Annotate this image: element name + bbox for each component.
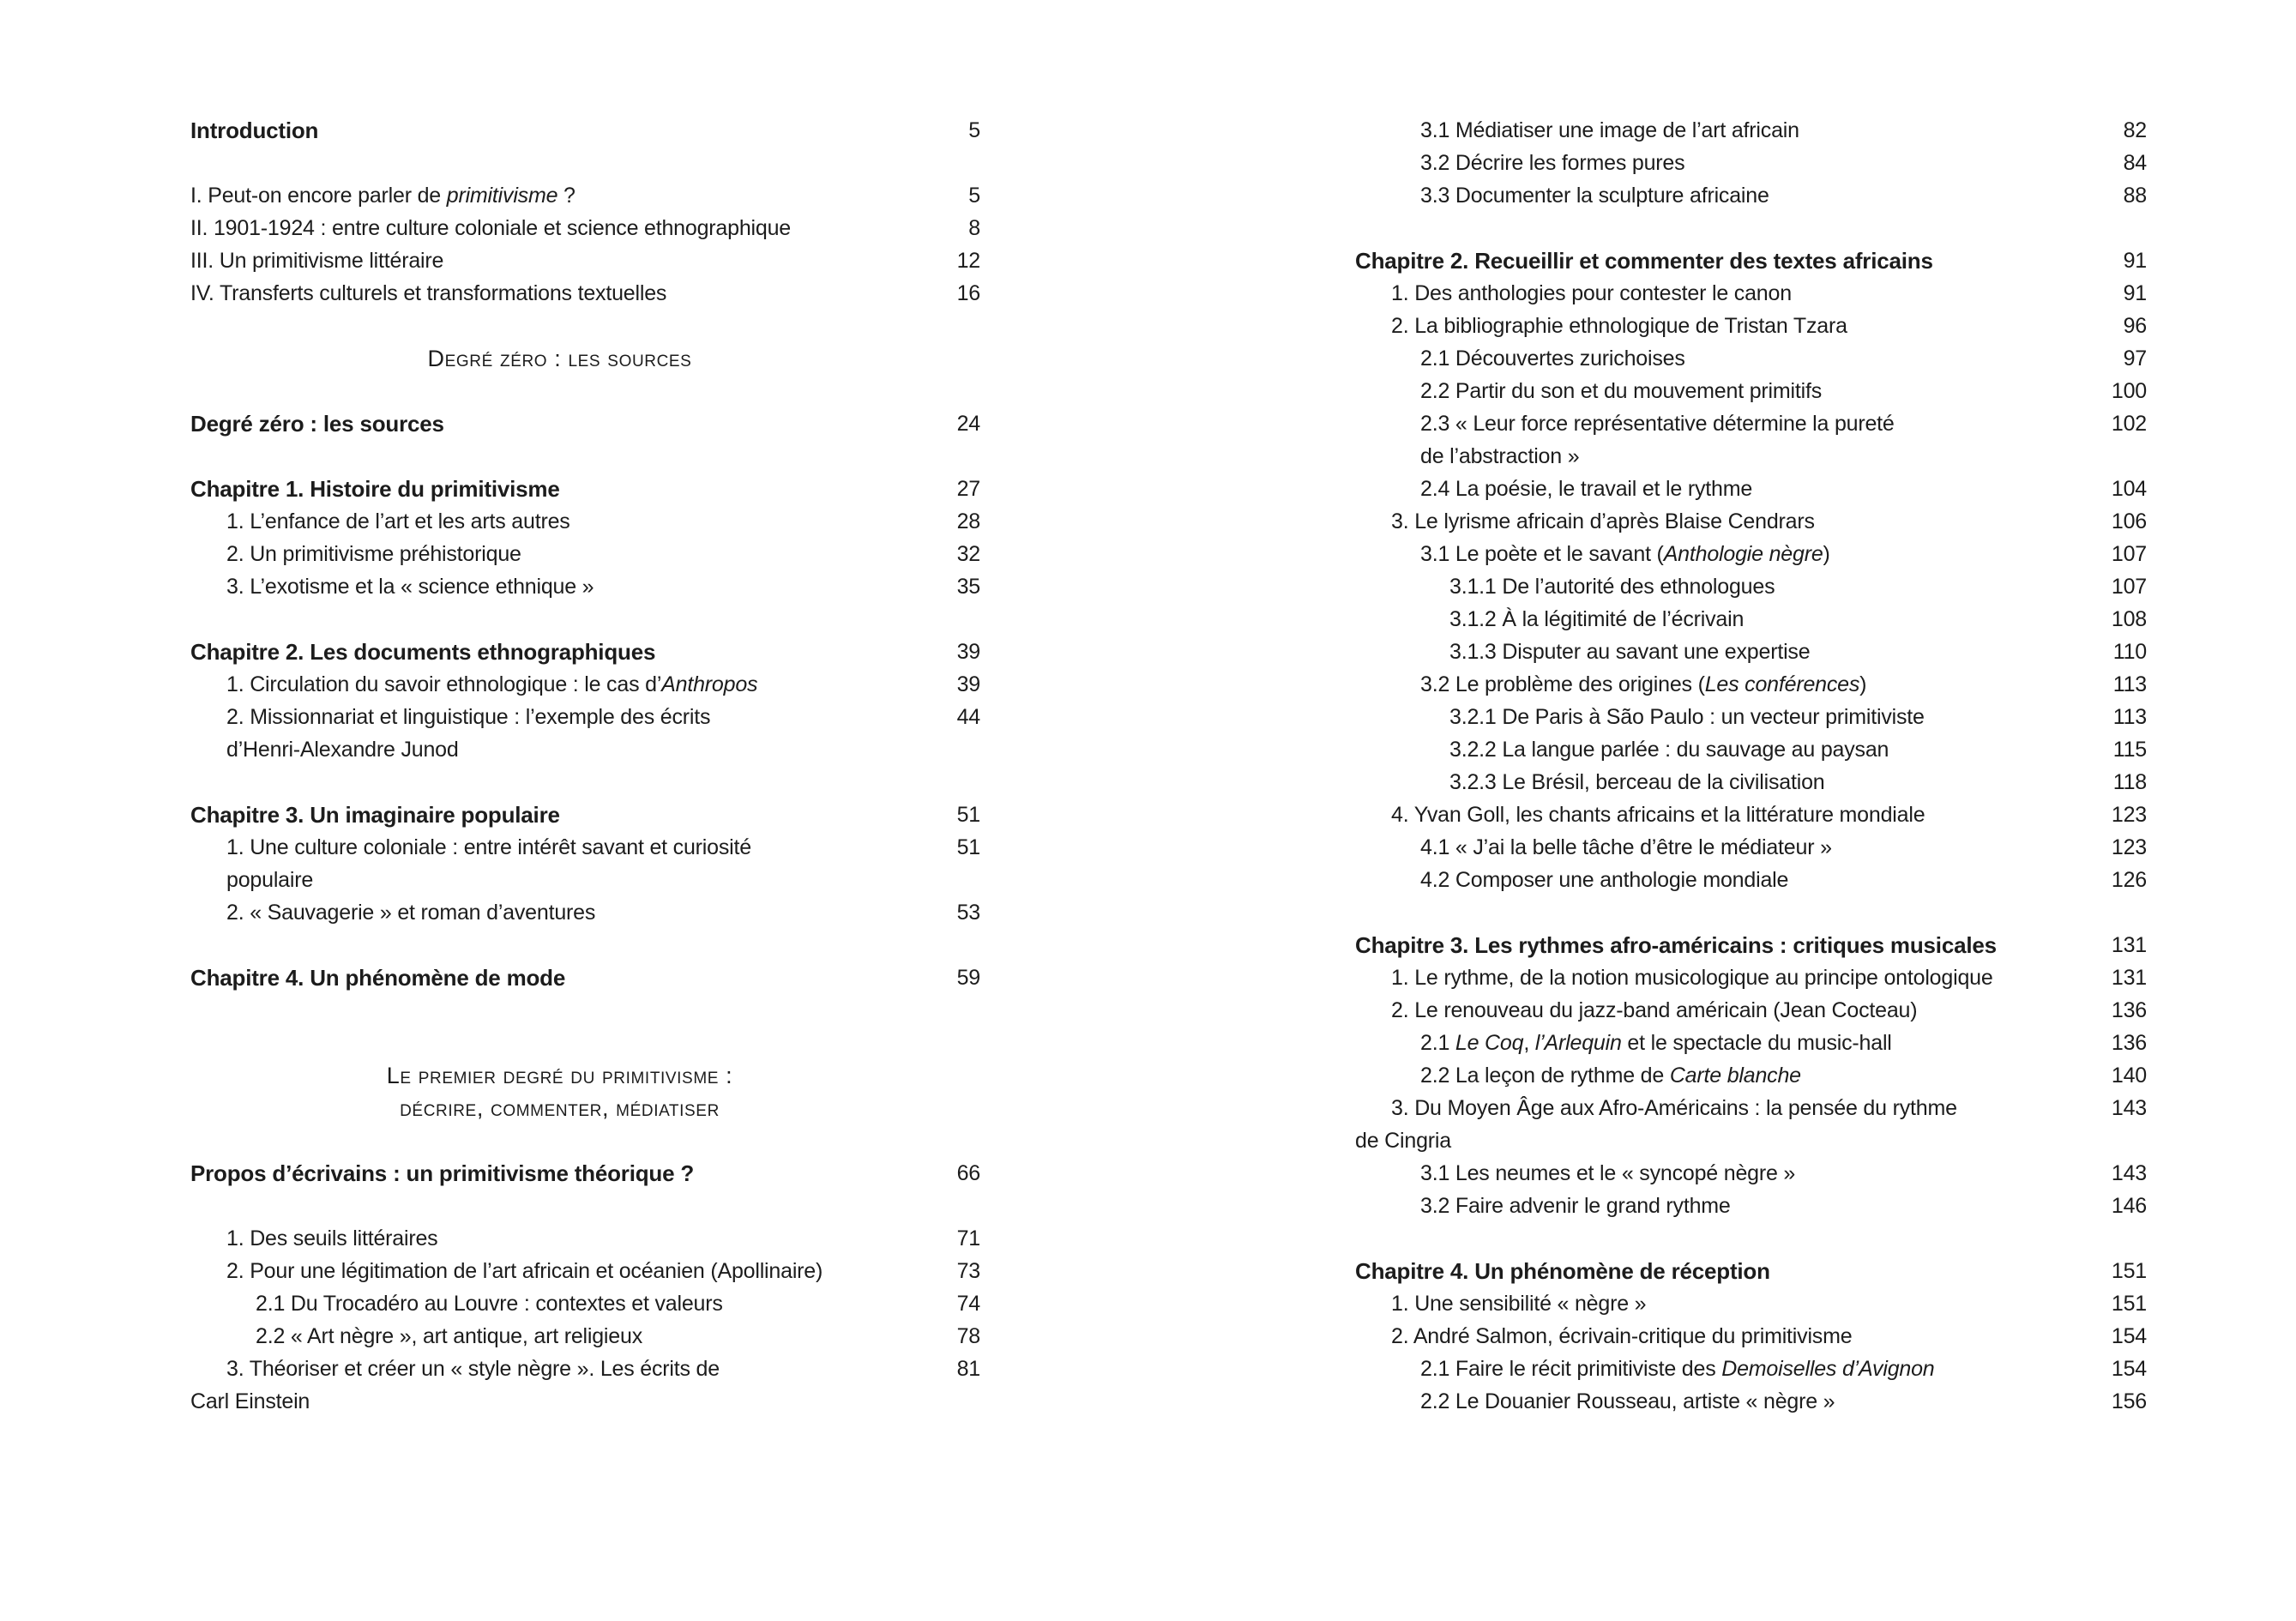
- entry-line: 2. Un primitivisme préhistorique: [226, 542, 521, 566]
- entry-text: [1355, 1287, 2095, 1320]
- entry-line: 2.1 Le Coq, l’Arlequin et le spectacle du music-hall: [1420, 1031, 1892, 1055]
- entry-text: [1355, 994, 2095, 1027]
- entry-line: 2. « Sauvagerie » et roman d’aventures: [226, 901, 596, 925]
- entry-page-number: 35: [956, 575, 980, 599]
- toc-title-entry: [190, 636, 980, 668]
- entry-line: 3.1.1 De l’autorité des ethnologues: [1449, 575, 1775, 599]
- toc-entry: [1355, 668, 2147, 701]
- entry-text: [1355, 1027, 2095, 1059]
- entry-line: 3.2 Décrire les formes pures: [1420, 151, 1685, 175]
- toc-entry: [1355, 342, 2147, 375]
- toc-entry: [190, 701, 980, 766]
- entry-line: 3. Théoriser et créer un « style nègre ». Les écrits de: [226, 1357, 720, 1381]
- entry-page-number: 39: [956, 672, 980, 696]
- toc-entry: [1355, 147, 2147, 179]
- entry-line: 1. Une sensibilité « nègre »: [1391, 1292, 1647, 1316]
- toc-entry: [190, 277, 980, 310]
- toc-left-column: [190, 114, 980, 1418]
- entry-line: II. 1901-1924 : entre culture coloniale et science ethnographique: [190, 216, 791, 240]
- entry-page-number: 51: [956, 835, 980, 859]
- toc-entry: [1355, 1385, 2147, 1418]
- entry-line: 2. La bibliographie ethnologique de Tristan Tzara: [1391, 314, 1847, 338]
- toc-entry: [190, 668, 980, 701]
- entry-page-number: 16: [956, 281, 980, 305]
- entry-page-number: 131: [2111, 933, 2147, 957]
- entry-text: [1355, 473, 2095, 505]
- entry-page-number: 136: [2111, 998, 2147, 1022]
- toc-entry: [1355, 603, 2147, 636]
- entry-text: [190, 538, 929, 570]
- entry-line: 3.1.3 Disputer au savant une expertise: [1449, 640, 1811, 664]
- entry-text: [190, 1255, 929, 1287]
- entry-line: Chapitre 3. Un imaginaire populaire: [190, 802, 560, 828]
- entry-text: [1355, 1255, 2095, 1287]
- entry-line: 2. Le renouveau du jazz-band américain (Jean Cocteau): [1391, 998, 1918, 1022]
- toc-title-entry: [190, 473, 980, 505]
- toc-entry: [1355, 538, 2147, 570]
- entry-page-number: 100: [2111, 379, 2147, 403]
- entry-page-number: 5: [968, 118, 980, 142]
- entry-text: [1355, 114, 2095, 147]
- entry-line: Introduction: [190, 118, 319, 143]
- entry-line: 3. Du Moyen Âge aux Afro-Américains : la pensée du rythme: [1391, 1096, 1957, 1120]
- entry-text: [190, 407, 929, 440]
- entry-text: [190, 1059, 929, 1124]
- entry-page-number: 104: [2111, 477, 2147, 501]
- entry-line: 2.2 « Art nègre », art antique, art religieux: [256, 1324, 642, 1348]
- toc-title-entry: [190, 1157, 980, 1190]
- toc-entry: [190, 896, 980, 929]
- entry-line: 4.1 « J’ai la belle tâche d’être le médiateur »: [1420, 835, 1832, 859]
- toc-entry: [1355, 1157, 2147, 1190]
- entry-page-number: 131: [2111, 966, 2147, 990]
- entry-line: 2.1 Du Trocadéro au Louvre : contextes et valeurs: [256, 1292, 723, 1316]
- entry-line: de Cingria: [1355, 1129, 1451, 1153]
- entry-line: Chapitre 2. Recueillir et commenter des textes africains: [1355, 248, 1933, 274]
- entry-line: Chapitre 4. Un phénomène de réception: [1355, 1258, 1770, 1284]
- entry-line: 2.2 Le Douanier Rousseau, artiste « nègre »: [1420, 1389, 1835, 1413]
- entry-line: populaire: [226, 868, 314, 892]
- entry-page-number: 82: [2123, 118, 2147, 142]
- toc-entry: [1355, 864, 2147, 896]
- entry-text: [1355, 505, 2095, 538]
- entry-page-number: 140: [2111, 1064, 2147, 1088]
- entry-page-number: 151: [2111, 1292, 2147, 1316]
- entry-page-number: 110: [2112, 640, 2147, 664]
- entry-line: 4. Yvan Goll, les chants africains et la littérature mondiale: [1391, 803, 1925, 827]
- entry-page-number: 32: [956, 542, 980, 566]
- entry-text: [190, 244, 929, 277]
- entry-text: [190, 114, 929, 147]
- entry-page-number: 73: [956, 1259, 980, 1283]
- toc-entry: [1355, 1320, 2147, 1353]
- entry-line: 3. L’exotisme et la « science ethnique »: [226, 575, 594, 599]
- entry-text: [1355, 701, 2095, 733]
- entry-page-number: 136: [2111, 1031, 2147, 1055]
- entry-text: [1355, 668, 2095, 701]
- entry-text: [1355, 766, 2095, 798]
- entry-page-number: 123: [2111, 835, 2147, 859]
- toc-entry: [1355, 310, 2147, 342]
- toc-title-entry: [1355, 929, 2147, 961]
- entry-page-number: 27: [956, 477, 980, 501]
- entry-page-number: 154: [2111, 1324, 2147, 1348]
- toc-entry: [1355, 636, 2147, 668]
- entry-text: [190, 636, 929, 668]
- entry-page-number: 126: [2111, 868, 2147, 892]
- entry-text: [1355, 1059, 2095, 1092]
- entry-page-number: 51: [956, 803, 980, 827]
- entry-line: de l’abstraction »: [1420, 444, 1580, 468]
- toc-entry: [190, 212, 980, 244]
- entry-line: 2. Missionnariat et linguistique : l’exemple des écrits: [226, 705, 711, 729]
- entry-text: [190, 179, 929, 212]
- entry-page-number: 91: [2123, 281, 2147, 305]
- entry-page-number: 74: [956, 1292, 980, 1316]
- entry-page-number: 66: [956, 1161, 980, 1185]
- entry-text: [190, 701, 929, 766]
- entry-page-number: 97: [2123, 346, 2147, 371]
- entry-page-number: 91: [2123, 249, 2147, 273]
- entry-line: Chapitre 1. Histoire du primitivisme: [190, 476, 560, 502]
- entry-page-number: 28: [956, 509, 980, 533]
- entry-page-number: 123: [2111, 803, 2147, 827]
- entry-page-number: 53: [956, 901, 980, 925]
- toc-title-entry: [190, 407, 980, 440]
- entry-text: [190, 1157, 929, 1190]
- entry-line: décrire, commenter, médiatiser: [400, 1095, 720, 1121]
- entry-line: Chapitre 4. Un phénomène de mode: [190, 965, 566, 991]
- entry-page-number: 102: [2111, 412, 2147, 436]
- entry-text: [1355, 277, 2095, 310]
- toc-entry: [1355, 1092, 2147, 1157]
- entry-line: 1. Circulation du savoir ethnologique : le cas d’Anthropos: [226, 672, 758, 696]
- entry-text: [190, 668, 929, 701]
- entry-text: [190, 896, 929, 929]
- toc-entry: [1355, 407, 2147, 473]
- entry-text: [1355, 1092, 2095, 1157]
- toc-title-entry: [190, 798, 980, 831]
- entry-line: Chapitre 3. Les rythmes afro-américains : critiques musicales: [1355, 932, 1997, 958]
- toc-entry: [1355, 831, 2147, 864]
- toc-title-entry: [1355, 244, 2147, 277]
- entry-text: [1355, 1190, 2095, 1222]
- entry-line: Degré zéro : les sources: [190, 411, 444, 437]
- entry-page-number: 113: [2112, 672, 2147, 696]
- entry-text: [1355, 1320, 2095, 1353]
- toc-entry: [1355, 1190, 2147, 1222]
- entry-page-number: 71: [956, 1226, 980, 1250]
- entry-page-number: 107: [2111, 542, 2147, 566]
- entry-page-number: 88: [2123, 184, 2147, 208]
- toc-entry: [190, 179, 980, 212]
- toc-entry: [1355, 1287, 2147, 1320]
- toc-entry: [1355, 1353, 2147, 1385]
- entry-page-number: 151: [2111, 1259, 2147, 1283]
- entry-line: 3.2.2 La langue parlée : du sauvage au paysan: [1449, 738, 1889, 762]
- entry-line: 2.3 « Leur force représentative détermine la pureté: [1420, 412, 1895, 436]
- entry-text: [190, 473, 929, 505]
- entry-line: 2. André Salmon, écrivain-critique du primitivisme: [1391, 1324, 1853, 1348]
- entry-page-number: 107: [2111, 575, 2147, 599]
- toc-title-entry: [190, 114, 980, 147]
- entry-text: [190, 831, 929, 896]
- entry-line: Le premier degré du primitivisme :: [386, 1063, 733, 1088]
- entry-line: 1. L’enfance de l’art et les arts autres: [226, 509, 570, 533]
- entry-page-number: 115: [2112, 738, 2147, 762]
- entry-line: 3.1 Le poète et le savant (Anthologie nègre): [1420, 542, 1830, 566]
- entry-line: Degré zéro : les sources: [427, 346, 692, 371]
- entry-page-number: 143: [2111, 1161, 2147, 1185]
- entry-page-number: 8: [968, 216, 980, 240]
- entry-text: [190, 1222, 929, 1255]
- toc-entry: [1355, 179, 2147, 212]
- entry-text: [1355, 798, 2095, 831]
- entry-text: [1355, 375, 2095, 407]
- entry-page-number: 78: [956, 1324, 980, 1348]
- entry-page-number: 146: [2111, 1194, 2147, 1218]
- toc-entry: [190, 244, 980, 277]
- toc-entry: [190, 1287, 980, 1320]
- entry-text: [1355, 342, 2095, 375]
- entry-line: 2. Pour une légitimation de l’art africain et océanien (Apollinaire): [226, 1259, 823, 1283]
- entry-line: III. Un primitivisme littéraire: [190, 249, 444, 273]
- entry-page-number: 59: [956, 966, 980, 990]
- entry-line: 2.2 La leçon de rythme de Carte blanche: [1420, 1064, 1801, 1088]
- entry-text: [1355, 636, 2095, 668]
- entry-line: 4.2 Composer une anthologie mondiale: [1420, 868, 1789, 892]
- entry-page-number: 106: [2111, 509, 2147, 533]
- toc-entry: [1355, 733, 2147, 766]
- toc-right-column: [1355, 114, 2147, 1418]
- entry-text: [1355, 179, 2095, 212]
- toc-title-entry: [1355, 1255, 2147, 1287]
- entry-page-number: 154: [2111, 1357, 2147, 1381]
- entry-text: [1355, 570, 2095, 603]
- entry-line: Chapitre 2. Les documents ethnographiques: [190, 639, 656, 665]
- toc-entry: [1355, 114, 2147, 147]
- toc-entry: [1355, 701, 2147, 733]
- entry-line: 3.2 Le problème des origines (Les conférences): [1420, 672, 1867, 696]
- toc-entry: [1355, 798, 2147, 831]
- entry-text: [190, 798, 929, 831]
- entry-text: [1355, 147, 2095, 179]
- entry-text: [1355, 310, 2095, 342]
- entry-line: 2.1 Découvertes zurichoises: [1420, 346, 1685, 371]
- entry-page-number: 118: [2112, 770, 2147, 794]
- entry-text: [190, 1353, 929, 1418]
- entry-page-number: 12: [956, 249, 980, 273]
- entry-page-number: 24: [956, 412, 980, 436]
- entry-text: [1355, 831, 2095, 864]
- toc-entry: [1355, 277, 2147, 310]
- toc-entry: [190, 1222, 980, 1255]
- toc-entry: [1355, 375, 2147, 407]
- toc-entry: [190, 538, 980, 570]
- entry-text: [1355, 603, 2095, 636]
- entry-line: 3.1.2 À la légitimité de l’écrivain: [1449, 607, 1745, 631]
- entry-text: [1355, 1385, 2095, 1418]
- entry-line: 1. Des seuils littéraires: [226, 1226, 438, 1250]
- entry-page-number: 81: [956, 1357, 980, 1381]
- toc-entry: [190, 1255, 980, 1287]
- entry-text: [190, 342, 929, 375]
- entry-line: 3.2.1 De Paris à São Paulo : un vecteur primitiviste: [1449, 705, 1925, 729]
- entry-text: [1355, 244, 2095, 277]
- entry-line: 3.2.3 Le Brésil, berceau de la civilisation: [1449, 770, 1825, 794]
- toc-entry: [1355, 766, 2147, 798]
- toc-entry: [190, 1320, 980, 1353]
- entry-line: I. Peut-on encore parler de primitivisme ?: [190, 184, 576, 208]
- toc-entry: [1355, 473, 2147, 505]
- toc-entry: [190, 570, 980, 603]
- entry-line: IV. Transferts culturels et transformations textuelles: [190, 281, 667, 305]
- entry-line: 3.2 Faire advenir le grand rythme: [1420, 1194, 1731, 1218]
- entry-page-number: 96: [2123, 314, 2147, 338]
- entry-text: [190, 1287, 929, 1320]
- toc-entry: [1355, 1027, 2147, 1059]
- entry-text: [190, 1320, 929, 1353]
- entry-line: 1. Le rythme, de la notion musicologique au principe ontologique: [1391, 966, 1993, 990]
- entry-line: 3.1 Médiatiser une image de l’art africain: [1420, 118, 1799, 142]
- entry-line: 3.1 Les neumes et le « syncopé nègre »: [1420, 1161, 1796, 1185]
- entry-page-number: 44: [956, 705, 980, 729]
- entry-text: [1355, 864, 2095, 896]
- entry-line: d’Henri-Alexandre Junod: [226, 738, 459, 762]
- entry-text: [1355, 961, 2095, 994]
- entry-text: [1355, 1157, 2095, 1190]
- part-heading: [190, 342, 980, 375]
- entry-text: [1355, 733, 2095, 766]
- entry-text: [190, 570, 929, 603]
- entry-page-number: 156: [2111, 1389, 2147, 1413]
- toc-entry: [190, 1353, 980, 1418]
- entry-page-number: 39: [956, 640, 980, 664]
- entry-line: 1. Une culture coloniale : entre intérêt savant et curiosité: [226, 835, 751, 859]
- toc-entry: [1355, 961, 2147, 994]
- toc-entry: [1355, 994, 2147, 1027]
- entry-line: 2.4 La poésie, le travail et le rythme: [1420, 477, 1753, 501]
- toc-entry: [190, 505, 980, 538]
- entry-text: [190, 505, 929, 538]
- entry-line: 1. Des anthologies pour contester le canon: [1391, 281, 1792, 305]
- entry-line: 2.2 Partir du son et du mouvement primitifs: [1420, 379, 1822, 403]
- entry-text: [190, 212, 929, 244]
- entry-page-number: 113: [2112, 705, 2147, 729]
- entry-line: Carl Einstein: [190, 1389, 310, 1413]
- entry-text: [1355, 538, 2095, 570]
- toc-entry: [1355, 505, 2147, 538]
- part-heading: [190, 1059, 980, 1124]
- entry-text: [190, 277, 929, 310]
- toc-entry: [1355, 570, 2147, 603]
- entry-line: 3. Le lyrisme africain d’après Blaise Cendrars: [1391, 509, 1815, 533]
- entry-line: 2.1 Faire le récit primitiviste des Demoiselles d’Avignon: [1420, 1357, 1935, 1381]
- entry-line: 3.3 Documenter la sculpture africaine: [1420, 184, 1769, 208]
- entry-text: [190, 961, 929, 994]
- entry-page-number: 5: [968, 184, 980, 208]
- toc-entry: [1355, 1059, 2147, 1092]
- entry-text: [1355, 1353, 2095, 1385]
- entry-page-number: 143: [2111, 1096, 2147, 1120]
- entry-page-number: 84: [2123, 151, 2147, 175]
- entry-page-number: 108: [2111, 607, 2147, 631]
- entry-line: Propos d’écrivains : un primitivisme théorique ?: [190, 1160, 695, 1186]
- entry-text: [1355, 929, 2095, 961]
- entry-text: [1355, 407, 2095, 473]
- toc-entry: [190, 831, 980, 896]
- toc-title-entry: [190, 961, 980, 994]
